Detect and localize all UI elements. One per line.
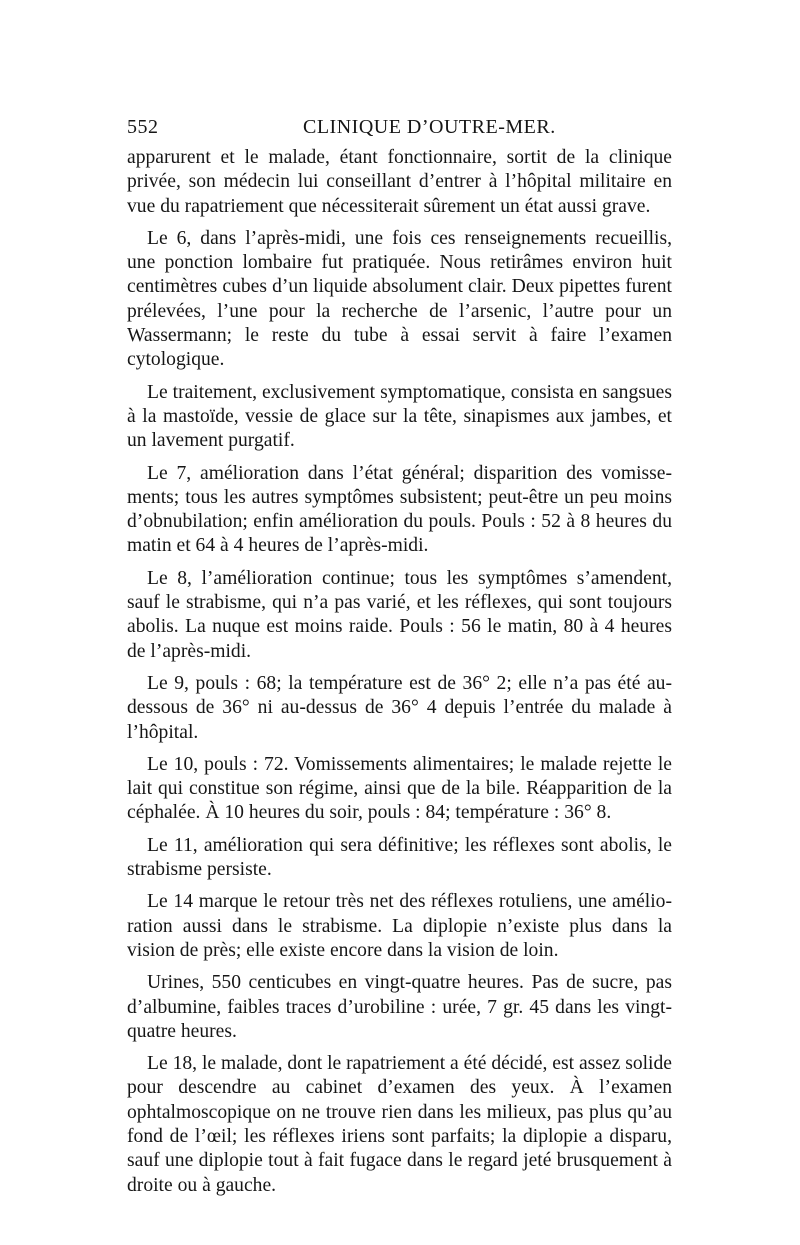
paragraph-urines: Urines, 550 centicubes en vingt-quatre heures. Pas de sucre, pas d’albumine, faibles traces d’urobiline : urée, 7 gr. 45 dans les vingt-quatre heures. <box>127 972 672 1042</box>
paragraph-day-14: Le 14 marque le retour très net des réflexes rotuliens, une amélioration aussi dans le strabisme. La diplopie n’existe plus dans la vision de près; elle existe encore dans la vision de loin. <box>127 891 672 961</box>
paragraph-day-10: Le 10, pouls : 72. Vomissements alimentaires; le malade rejette le lait qui constitue son régime, ainsi que de la bile. Réapparition de la céphalée. À 10 heures du soir, pouls : 84; température : 36° 8. <box>127 753 672 824</box>
running-title: CLINIQUE D’OUTRE-MER. <box>303 116 556 138</box>
paragraph-day-6: Le 6, dans l’après-midi, une fois ces renseignements recueillis, une ponction lombaire fut pratiquée. Nous retirâmes environ huit centimètres cubes d’un liquide absolument clair. Deux pipettes furent prélevées, l’une pour la recherche de l’arsenic, l’autre pour un Wassermann; le reste du tube à essai servit à faire l’examen cytologique. <box>127 227 672 371</box>
body-text <box>127 146 672 1198</box>
paragraph-day-18: Le 18, le malade, dont le rapatriement a été décidé, est assez solide pour descendre au cabinet d’examen des yeux. À l’examen ophtalmoscopique on ne trouve rien dans les milieux, pas plus qu’au fond de l’œil; les réflexes iriens sont parfaits; la diplopie a disparu, sauf une diplopie tout à fait fugace dans le regard jeté brusquement à droite ou à gauche. <box>127 1053 672 1196</box>
book-page <box>127 112 672 1206</box>
paragraph-day-8: Le 8, l’amélioration continue; tous les symptômes s’amendent, sauf le strabisme, qui n’a pas varié, et les réflexes, qui sont toujours abolis. La nuque est moins raide. Pouls : 56 le matin, 80 à 4 heures de l’après-midi. <box>127 567 672 662</box>
paragraph-continuation: apparurent et le malade, étant fonctionnaire, sortit de la clinique privée, son médecin lui conseillant d’entrer à l’hôpital militaire en vue du rapatriement que nécessiterait sûrement un état aussi grave. <box>127 147 672 217</box>
paragraph-day-9: Le 9, pouls : 68; la température est de 36° 2; elle n’a pas été au-dessous de 36° ni au-dessus de 36° 4 depuis l’entrée du malade à l’hôpital. <box>127 672 672 743</box>
paragraph-day-7: Le 7, amélioration dans l’état général; disparition des vomissements; tous les autres symptômes subsistent; peut-être un peu moins d’obnubilation; enfin amélioration du pouls. Pouls : 52 à 8 heures du matin et 64 à 4 heures de l’après-midi. <box>127 462 672 557</box>
paragraph-treatment: Le traitement, exclusivement symptomatique, consista en sangsues à la mastoïde, vessie de glace sur la tête, sinapismes aux jambes, et un lavement purgatif. <box>127 381 672 452</box>
paragraph-day-11: Le 11, amélioration qui sera définitive; les réflexes sont abolis, le strabisme persiste. <box>127 834 672 881</box>
page-number: 552 <box>127 116 159 138</box>
running-header <box>127 112 672 146</box>
